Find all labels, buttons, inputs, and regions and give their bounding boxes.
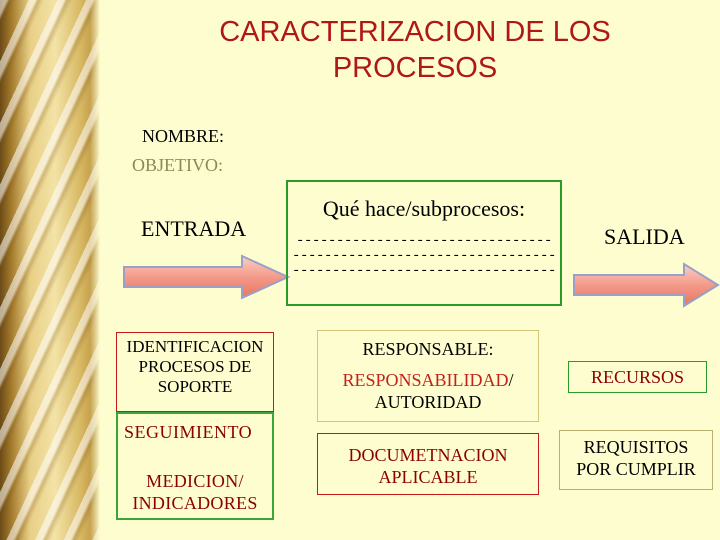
input-arrow-icon [122, 252, 292, 302]
identificacion-line: IDENTIFICACION [126, 337, 264, 356]
documentacion-box [317, 433, 539, 495]
requisitos-line: REQUISITOS [583, 437, 689, 457]
salida-label: SALIDA [604, 224, 685, 249]
procesos-de-line: PROCESOS DE [138, 357, 252, 376]
subprocess-heading: Qué hace/subprocesos: [322, 196, 526, 221]
dash-line: --------------------------------- [291, 249, 557, 264]
recursos-label: RECURSOS [590, 367, 685, 387]
medicion-indicadores-text [118, 470, 272, 514]
recursos-box [568, 361, 707, 393]
decorative-gold-stripe-bar [0, 0, 100, 540]
entrada-label: ENTRADA [141, 216, 247, 241]
output-arrow-icon [572, 260, 720, 310]
page-title-line1: CARACTERIZACION DE LOS [219, 16, 611, 48]
por-cumplir-line: POR CUMPLIR [576, 459, 696, 479]
responsable-box [317, 330, 539, 422]
soporte-line: SOPORTE [157, 377, 233, 396]
nombre-label: NOMBRE: [142, 126, 225, 146]
seguimiento-label: SEGUIMIENTO [124, 422, 253, 442]
medicion-line: MEDICION/ [146, 471, 244, 491]
page-title-line2: PROCESOS [332, 52, 498, 84]
responsabilidad-autoridad-text [318, 369, 538, 413]
indicadores-line: INDICADORES [132, 493, 258, 513]
dash-line: -------------------------------- [295, 234, 553, 249]
identificacion-box [116, 332, 274, 412]
requisitos-box [559, 430, 713, 490]
objetivo-label: OBJETIVO: [132, 155, 223, 175]
page-title [120, 14, 710, 86]
responsabilidad-text: RESPONSABILIDAD [342, 370, 509, 390]
aplicable-line: APLICABLE [378, 467, 478, 487]
slash-separator: / [508, 370, 514, 390]
documentacion-line: DOCUMETNACION [348, 445, 508, 465]
seguimiento-box [116, 412, 274, 520]
subprocess-box [286, 180, 562, 306]
responsable-label: RESPONSABLE: [362, 339, 494, 359]
autoridad-text: AUTORIDAD [374, 392, 482, 412]
dash-line: --------------------------------- [291, 264, 557, 279]
